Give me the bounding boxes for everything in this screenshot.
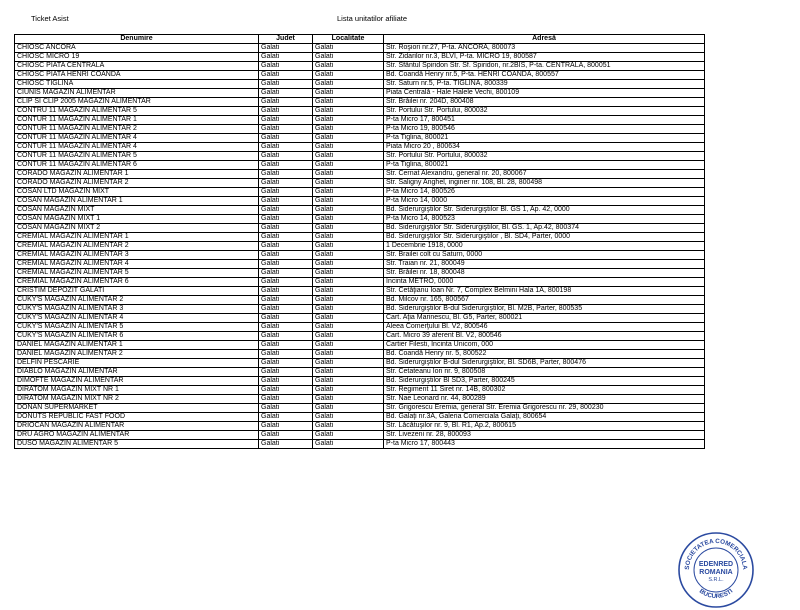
table-row [15,386,705,395]
cell-adresa: Aleea Comerţului Bl. V2, 800546 [384,323,705,332]
cell-adresa: Bd. Milcov nr. 165, 800567 [384,296,705,305]
cell-judet: Galati [259,215,313,224]
cell-adresa: Str. Livezeni nr. 28, 800093 [384,431,705,440]
cell-localitate: Galati [313,440,384,449]
table-row [15,296,705,305]
cell-adresa: Bd. Galaţi nr.3A, Galeria Comerciala Galaţi, 800654 [384,413,705,422]
cell-adresa: P-ta Micro 19, 800546 [384,125,705,134]
cell-localitate: Galati [313,62,384,71]
cell-denumire: DIRATOM MAGAZIN MIXT NR 1 [15,386,259,395]
cell-denumire: CHIOSC MICRO 19 [15,53,259,62]
table-row [15,341,705,350]
cell-denumire: DRU AGRO MAGAZIN ALIMENTAR [15,431,259,440]
cell-localitate: Galati [313,161,384,170]
cell-localitate: Galati [313,152,384,161]
cell-localitate: Galati [313,242,384,251]
cell-adresa: Piata Micro 20 , 800634 [384,143,705,152]
table-row [15,71,705,80]
cell-denumire: CONTUR 11 MAGAZIN ALIMENTAR 4 [15,143,259,152]
column-header-localitate: Localitate [313,35,384,44]
cell-adresa: Str. Cetateanu Ion nr. 9, 800508 [384,368,705,377]
cell-judet: Galati [259,422,313,431]
cell-adresa: Bd. Siderurgiştilor Str. Siderurgiştilor , Bl. SD4, Parter, 0000 [384,233,705,242]
cell-adresa: Str. Nae Leonard nr. 44, 800289 [384,395,705,404]
cell-judet: Galati [259,269,313,278]
cell-denumire: DIABLO MAGAZIN ALIMENTAR [15,368,259,377]
cell-denumire: CIUNIS MAGAZIN ALIMENTAR [15,89,259,98]
cell-adresa: Bd. Siderurgiştilor Bl SD3, Parter, 800245 [384,377,705,386]
cell-denumire: CONTUR 11 MAGAZIN ALIMENTAR 6 [15,161,259,170]
cell-denumire: CUKY'S MAGAZIN ALIMENTAR 5 [15,323,259,332]
cell-adresa: Bd. Coandă Henry nr.5, P-ta. HENRI COANDA, 800557 [384,71,705,80]
cell-judet: Galati [259,368,313,377]
cell-localitate: Galati [313,377,384,386]
cell-adresa: 1 Decembrie 1918, 0000 [384,242,705,251]
cell-denumire: CREMIAL MAGAZIN ALIMENTAR 6 [15,278,259,287]
company-stamp [676,530,756,610]
cell-denumire: CUKY'S MAGAZIN ALIMENTAR 3 [15,305,259,314]
cell-denumire: CREMIAL MAGAZIN ALIMENTAR 2 [15,242,259,251]
cell-adresa: P-ta Tiglina, 800021 [384,134,705,143]
table-row [15,179,705,188]
table-header-row [15,35,705,44]
cell-judet: Galati [259,80,313,89]
cell-adresa: Str. Portului Str. Portului, 800032 [384,152,705,161]
cell-judet: Galati [259,404,313,413]
cell-localitate: Galati [313,143,384,152]
cell-localitate: Galati [313,350,384,359]
table-row [15,278,705,287]
cell-judet: Galati [259,161,313,170]
cell-denumire: DANIEL MAGAZIN ALIMENTAR 1 [15,341,259,350]
table-row [15,224,705,233]
cell-denumire: DIRATOM MAGAZIN MIXT NR 2 [15,395,259,404]
cell-judet: Galati [259,116,313,125]
cell-adresa: Str. Brăilei nr. 18, 800048 [384,269,705,278]
table-row [15,377,705,386]
table-row [15,188,705,197]
table-row [15,251,705,260]
table-row [15,305,705,314]
cell-denumire: CUKY'S MAGAZIN ALIMENTAR 2 [15,296,259,305]
cell-localitate: Galati [313,107,384,116]
cell-denumire: CONTUR 11 MAGAZIN ALIMENTAR 2 [15,125,259,134]
cell-denumire: CUKY'S MAGAZIN ALIMENTAR 6 [15,332,259,341]
cell-judet: Galati [259,143,313,152]
table-row [15,440,705,449]
cell-judet: Galati [259,323,313,332]
cell-judet: Galati [259,197,313,206]
table-row [15,269,705,278]
cell-adresa: P-ta Micro 17, 800451 [384,116,705,125]
cell-localitate: Galati [313,287,384,296]
cell-denumire: COSAN MAGAZIN MIXT [15,206,259,215]
document-title: Lista unitatilor afiliate [337,14,408,23]
table-row [15,116,705,125]
cell-adresa: Str. Traian nr. 21, 800049 [384,260,705,269]
cell-adresa: Str. Lăcătuşilor nr. 9, Bl. R1, Ap.2, 800615 [384,422,705,431]
cell-judet: Galati [259,251,313,260]
cell-denumire: CHIOSC PIATA HENRI COANDA [15,71,259,80]
cell-adresa: Piata Centrală - Hale Halele Vechi, 800109 [384,89,705,98]
table-row [15,125,705,134]
table-row [15,107,705,116]
cell-judet: Galati [259,134,313,143]
table-row [15,413,705,422]
cell-localitate: Galati [313,314,384,323]
cell-judet: Galati [259,440,313,449]
cell-localitate: Galati [313,359,384,368]
stamp-line-1: EDENRED [698,561,734,568]
cell-localitate: Galati [313,134,384,143]
cell-judet: Galati [259,44,313,53]
stamp-line-3: S.R.L. [708,577,724,583]
cell-localitate: Galati [313,89,384,98]
cell-judet: Galati [259,53,313,62]
column-header-adresa: Adresă [384,35,705,44]
cell-judet: Galati [259,206,313,215]
cell-localitate: Galati [313,179,384,188]
cell-denumire: COSAN MAGAZIN MIXT 1 [15,215,259,224]
cell-adresa: Str. Roşiori nr.27, P-ta. ANCORA, 800073 [384,44,705,53]
cell-denumire: CHIOSC PIATA CENTRALA [15,62,259,71]
cell-judet: Galati [259,89,313,98]
cell-localitate: Galati [313,323,384,332]
cell-denumire: CONTUR 11 MAGAZIN ALIMENTAR 5 [15,152,259,161]
cell-localitate: Galati [313,116,384,125]
cell-denumire: CLIP SI CLIP 2005 MAGAZIN ALIMENTAR [15,98,259,107]
cell-denumire: DIMOFTE MAGAZIN ALIMENTAR [15,377,259,386]
table-row [15,359,705,368]
stamp-bottom-text: BUCURESTI [697,587,735,601]
cell-localitate: Galati [313,413,384,422]
cell-denumire: CREMIAL MAGAZIN ALIMENTAR 4 [15,260,259,269]
table-row [15,314,705,323]
cell-adresa: Str. Brăilei nr. 204D, 800408 [384,98,705,107]
cell-adresa: Str. Saligny Anghel, inginer nr. 108, Bl. 28, 800498 [384,179,705,188]
cell-adresa: P-ta Micro 14, 800523 [384,215,705,224]
cell-judet: Galati [259,377,313,386]
cell-localitate: Galati [313,341,384,350]
cell-adresa: Str. Grigorescu Eremia, general Str. Eremia Grigorescu nr. 29, 800230 [384,404,705,413]
table-row [15,332,705,341]
table-row [15,161,705,170]
cell-adresa: P-ta Micro 17, 800443 [384,440,705,449]
table-row [15,89,705,98]
cell-localitate: Galati [313,71,384,80]
table-row [15,368,705,377]
column-header-denumire: Denumire [15,35,259,44]
cell-localitate: Galati [313,404,384,413]
cell-denumire: CREMIAL MAGAZIN ALIMENTAR 5 [15,269,259,278]
cell-denumire: DELFIN PESCARIE [15,359,259,368]
cell-judet: Galati [259,395,313,404]
cell-adresa: Cart. Aţia Marinescu, Bl. G5, Parter, 800021 [384,314,705,323]
table-row [15,422,705,431]
cell-judet: Galati [259,413,313,422]
cell-judet: Galati [259,341,313,350]
cell-denumire: DRIOCAN MAGAZIN ALIMENTAR [15,422,259,431]
cell-localitate: Galati [313,305,384,314]
cell-adresa: Cart. Micro 39 aferent Bl. V2, 800546 [384,332,705,341]
cell-adresa: Str. Regiment 11 Siret nr. 14B, 800302 [384,386,705,395]
table-row [15,206,705,215]
cell-adresa: Cartier Filesti, Incinta Unicom, 000 [384,341,705,350]
cell-denumire: DUSO MAGAZIN ALIMENTAR 5 [15,440,259,449]
table-row [15,404,705,413]
cell-judet: Galati [259,125,313,134]
cell-localitate: Galati [313,269,384,278]
cell-denumire: CREMIAL MAGAZIN ALIMENTAR 3 [15,251,259,260]
cell-judet: Galati [259,107,313,116]
cell-adresa: Str. Brailei colt cu Saturn, 0000 [384,251,705,260]
cell-judet: Galati [259,188,313,197]
cell-judet: Galati [259,170,313,179]
cell-denumire: COSAN MAGAZIN ALIMENTAR 1 [15,197,259,206]
cell-denumire: CONTUR 11 MAGAZIN ALIMENTAR 4 [15,134,259,143]
cell-judet: Galati [259,233,313,242]
cell-localitate: Galati [313,422,384,431]
cell-localitate: Galati [313,332,384,341]
cell-localitate: Galati [313,125,384,134]
cell-judet: Galati [259,62,313,71]
cell-judet: Galati [259,296,313,305]
table-row [15,80,705,89]
affiliates-table [14,34,705,449]
table-row [15,395,705,404]
cell-localitate: Galati [313,431,384,440]
cell-judet: Galati [259,224,313,233]
cell-judet: Galati [259,386,313,395]
cell-judet: Galati [259,278,313,287]
cell-denumire: CORADO MAGAZIN ALIMENTAR 2 [15,179,259,188]
cell-judet: Galati [259,332,313,341]
cell-localitate: Galati [313,98,384,107]
table-row [15,350,705,359]
cell-denumire: CHIOSC TIGLINA [15,80,259,89]
table-row [15,233,705,242]
cell-localitate: Galati [313,53,384,62]
table-row [15,62,705,71]
cell-localitate: Galati [313,170,384,179]
cell-localitate: Galati [313,206,384,215]
cell-localitate: Galati [313,296,384,305]
cell-denumire: CONTRU 11 MAGAZIN ALIMENTAR 5 [15,107,259,116]
cell-judet: Galati [259,305,313,314]
table-row [15,143,705,152]
table-row [15,53,705,62]
cell-denumire: CONTUR 11 MAGAZIN ALIMENTAR 1 [15,116,259,125]
cell-judet: Galati [259,152,313,161]
cell-adresa: Incinta METRO, 0000 [384,278,705,287]
cell-judet: Galati [259,431,313,440]
column-header-judet: Judet [259,35,313,44]
cell-localitate: Galati [313,386,384,395]
table-row [15,287,705,296]
table-row [15,44,705,53]
cell-localitate: Galati [313,368,384,377]
cell-judet: Galati [259,314,313,323]
cell-adresa: P-ta Micro 14, 800526 [384,188,705,197]
cell-judet: Galati [259,242,313,251]
cell-judet: Galati [259,98,313,107]
table-row [15,323,705,332]
document-brand: Ticket Asist [31,14,69,23]
table-row [15,260,705,269]
table-row [15,242,705,251]
cell-adresa: P-ta Tiglina, 800021 [384,161,705,170]
cell-localitate: Galati [313,224,384,233]
cell-judet: Galati [259,350,313,359]
cell-judet: Galati [259,71,313,80]
cell-denumire: COSAN LTD MAGAZIN MIXT [15,188,259,197]
cell-localitate: Galati [313,251,384,260]
cell-denumire: CHIOSC ANCORA [15,44,259,53]
cell-judet: Galati [259,287,313,296]
cell-localitate: Galati [313,80,384,89]
cell-adresa: Bd. Siderurgiştilor B-dul Siderurgiştilor, Bl. SD6B, Parter, 800476 [384,359,705,368]
cell-adresa: Str. Cernat Alexandru, general nr. 20, 800067 [384,170,705,179]
cell-localitate: Galati [313,260,384,269]
table-row [15,152,705,161]
cell-denumire: COSAN MAGAZIN MIXT 2 [15,224,259,233]
cell-judet: Galati [259,260,313,269]
table-row [15,134,705,143]
cell-adresa: P-ta Micro 14, 0000 [384,197,705,206]
table-row [15,170,705,179]
cell-adresa: Bd. Siderurgiştilor Str. Siderurgiştilor Bl. GS 1, Ap. 42, 0000 [384,206,705,215]
cell-judet: Galati [259,179,313,188]
table-row [15,431,705,440]
table-row [15,215,705,224]
cell-adresa: Bd. Siderurgiştilor Str. Siderurgiştilor, Bl. GS. 1, Ap.42, 800374 [384,224,705,233]
cell-denumire: CRISTIM DEPOZIT GALATI [15,287,259,296]
cell-adresa: Str. Cetăţianu Ioan Nr. 7, Complex Belmini Hala 1A, 800198 [384,287,705,296]
stamp-top-text: SOCIETATEA COMERCIALA [683,537,749,571]
cell-localitate: Galati [313,233,384,242]
cell-adresa: Bd. Coandă Henry nr. 5, 800522 [384,350,705,359]
cell-localitate: Galati [313,278,384,287]
cell-judet: Galati [259,359,313,368]
table-row [15,98,705,107]
cell-denumire: DONAN SUPERMARKET [15,404,259,413]
cell-localitate: Galati [313,188,384,197]
cell-denumire: CREMIAL MAGAZIN ALIMENTAR 1 [15,233,259,242]
cell-denumire: DANIEL MAGAZIN ALIMENTAR 2 [15,350,259,359]
cell-denumire: CORADO MAGAZIN ALIMENTAR 1 [15,170,259,179]
cell-adresa: Str. Saturn nr.5, P-ta. TIGLINA, 800339 [384,80,705,89]
cell-localitate: Galati [313,215,384,224]
table-row [15,197,705,206]
cell-denumire: CUKY'S MAGAZIN ALIMENTAR 4 [15,314,259,323]
cell-localitate: Galati [313,395,384,404]
stamp-line-2: ROMANIA [699,569,733,576]
cell-adresa: Bd. Siderurgiştilor B-dul Siderurgiştilor, Bl. M2B, Parter, 800535 [384,305,705,314]
cell-denumire: DONUTS REPUBLIC FAST FOOD [15,413,259,422]
cell-adresa: Str. Sfântul Spiridon Str. Sf. Spiridon, nr.2BIS, P-ta. CENTRALA, 800051 [384,62,705,71]
cell-adresa: Str. Zidarilor nr.3, BLVI, P-ta. MICRO 19, 800587 [384,53,705,62]
table-body [15,44,705,449]
cell-adresa: Str. Portului Str. Portului, 800032 [384,107,705,116]
cell-localitate: Galati [313,44,384,53]
cell-localitate: Galati [313,197,384,206]
